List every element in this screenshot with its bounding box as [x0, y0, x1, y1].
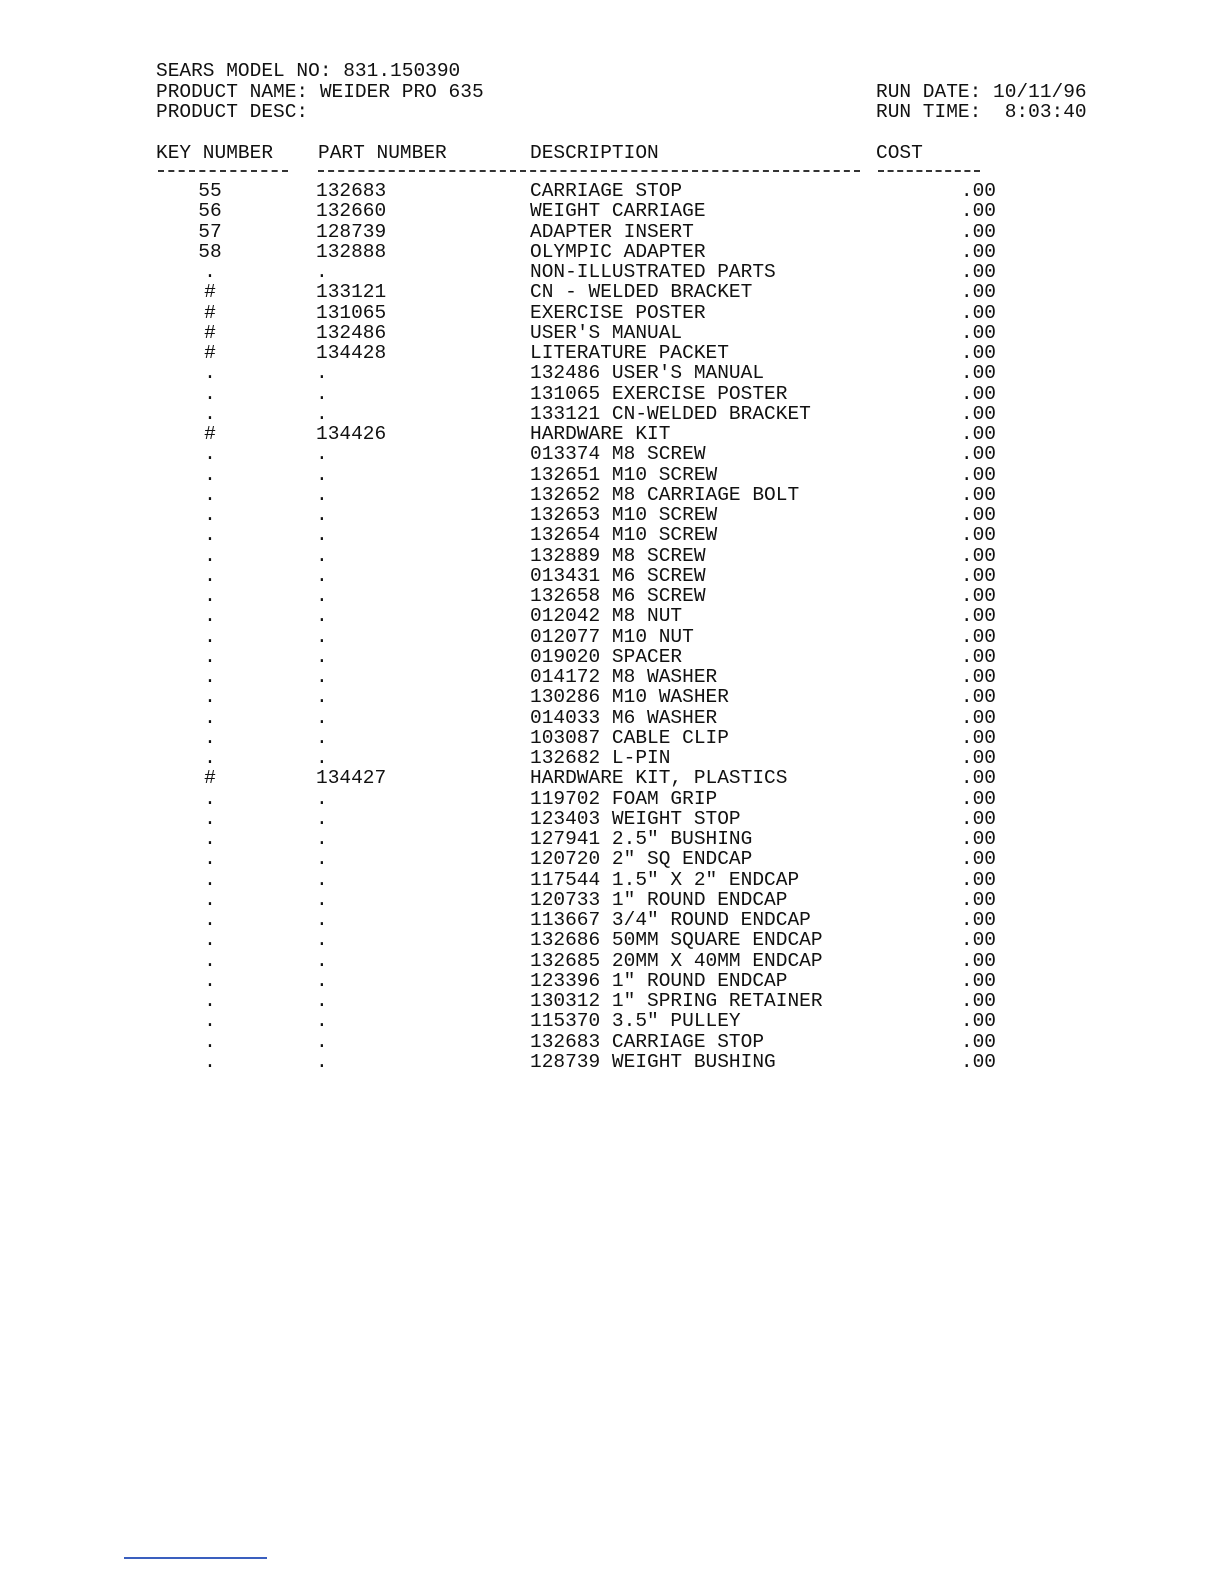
cost-cell: .00 [960, 726, 996, 749]
key-number-cell: 56 [198, 200, 222, 223]
table-row [0, 282, 1224, 302]
description-cell: 013431 M6 SCREW [530, 564, 706, 587]
cost-cell: .00 [960, 929, 996, 952]
description-cell: 132685 20MM X 40MM ENDCAP [530, 949, 823, 972]
cost-cell: .00 [960, 200, 996, 223]
part-number-cell: 134426 [316, 423, 387, 445]
key-number-cell: . [204, 564, 216, 587]
cost-cell: .00 [960, 1030, 996, 1053]
key-number-cell: . [204, 504, 216, 526]
key-number-cell: . [204, 1030, 216, 1053]
cost-cell: .00 [960, 807, 996, 830]
key-number-cell: . [204, 990, 216, 1012]
cost-cell: .00 [960, 544, 996, 567]
description-cell: 014033 M6 WASHER [530, 706, 718, 729]
table-row [0, 606, 1224, 626]
part-number-cell: . [316, 382, 328, 405]
key-number-cell: # [204, 281, 216, 304]
table-row [0, 890, 1224, 910]
cost-cell: .00 [960, 402, 996, 425]
table-row [0, 444, 1224, 464]
table-row [0, 303, 1224, 323]
table-row [0, 262, 1224, 282]
key-number-cell: . [204, 645, 216, 668]
table-row [0, 424, 1224, 444]
part-number-cell: . [316, 929, 328, 952]
table-row [0, 343, 1224, 363]
description-cell: 123403 WEIGHT STOP [530, 807, 741, 830]
table-row [0, 181, 1224, 201]
key-number-cell: # [204, 767, 216, 790]
table-row [0, 809, 1224, 829]
table-row [0, 566, 1224, 586]
description-cell: 014172 M8 WASHER [530, 666, 718, 688]
cost-cell: .00 [960, 909, 996, 931]
part-number-cell: 132486 [316, 321, 387, 344]
description-cell: 012077 M10 NUT [530, 625, 694, 648]
table-row [0, 829, 1224, 849]
key-number-cell: . [204, 909, 216, 931]
part-number-cell: . [316, 686, 328, 709]
key-number-cell: . [204, 544, 216, 567]
description-cell: ADAPTER INSERT [530, 220, 694, 243]
table-row [0, 728, 1224, 748]
description-cell: LITERATURE PACKET [530, 342, 729, 364]
part-number-cell: 133121 [316, 281, 387, 304]
cost-cell: .00 [960, 463, 996, 486]
part-number-cell: . [316, 564, 328, 587]
description-cell: 130312 1" SPRING RETAINER [530, 990, 823, 1012]
divider-part [318, 170, 516, 172]
part-number-cell: . [316, 463, 328, 486]
description-cell: 123396 1" ROUND ENDCAP [530, 969, 788, 992]
table-row [0, 363, 1224, 383]
part-number-cell: . [316, 787, 328, 810]
key-number-cell: . [204, 969, 216, 992]
cost-cell: .00 [960, 868, 996, 891]
table-row [0, 525, 1224, 545]
key-number-cell: . [204, 929, 216, 952]
part-number-cell: . [316, 1030, 328, 1053]
description-cell: 132658 M6 SCREW [530, 585, 706, 607]
key-number-cell: . [204, 1050, 216, 1073]
divider-key [158, 170, 288, 172]
cost-cell: .00 [960, 1010, 996, 1033]
key-number-cell: . [204, 828, 216, 850]
part-number-cell: 132888 [316, 240, 387, 263]
parts-table [0, 181, 1224, 1072]
cost-cell: .00 [960, 524, 996, 547]
description-cell: CARRIAGE STOP [530, 180, 683, 202]
key-number-cell: . [204, 524, 216, 547]
key-number-cell: . [204, 382, 216, 405]
cost-cell: .00 [960, 362, 996, 385]
part-number-cell: . [316, 949, 328, 972]
cost-cell: .00 [960, 240, 996, 263]
description-cell: 132652 M8 CARRIAGE BOLT [530, 483, 800, 506]
key-number-cell: . [204, 443, 216, 466]
cost-cell: .00 [960, 848, 996, 871]
part-number-cell: 132683 [316, 180, 387, 202]
cost-cell: .00 [960, 483, 996, 506]
table-row [0, 951, 1224, 971]
description-cell: 103087 CABLE CLIP [530, 726, 729, 749]
description-cell: 019020 SPACER [530, 645, 683, 668]
key-number-cell: . [204, 1010, 216, 1033]
description-cell: 132683 CARRIAGE STOP [530, 1030, 765, 1053]
part-number-cell: . [316, 362, 328, 385]
cost-cell: .00 [960, 666, 996, 688]
description-cell: 120733 1" ROUND ENDCAP [530, 888, 788, 911]
cost-cell: .00 [960, 342, 996, 364]
cost-cell: .00 [960, 828, 996, 850]
description-cell: 132486 USER'S MANUAL [530, 362, 765, 385]
cost-cell: .00 [960, 301, 996, 324]
key-number-cell: # [204, 321, 216, 344]
table-row [0, 910, 1224, 930]
part-number-cell: . [316, 645, 328, 668]
part-number-cell: . [316, 909, 328, 931]
part-number-cell: 134427 [316, 767, 387, 790]
description-cell: OLYMPIC ADAPTER [530, 240, 706, 263]
description-cell: 132654 M10 SCREW [530, 524, 718, 547]
description-cell: 012042 M8 NUT [530, 605, 683, 628]
part-number-cell: . [316, 706, 328, 729]
table-row [0, 546, 1224, 566]
key-number-cell: . [204, 807, 216, 830]
key-number-cell: . [204, 463, 216, 486]
cost-cell: .00 [960, 706, 996, 729]
table-row [0, 849, 1224, 869]
part-number-cell: . [316, 625, 328, 648]
table-row [0, 1032, 1224, 1052]
description-cell: WEIGHT CARRIAGE [530, 200, 706, 223]
key-number-cell: . [204, 848, 216, 871]
table-row [0, 708, 1224, 728]
description-cell: 120720 2" SQ ENDCAP [530, 848, 753, 871]
table-row [0, 647, 1224, 667]
product-desc-line: PRODUCT DESC: [156, 101, 309, 123]
part-number-cell: . [316, 585, 328, 607]
key-number-cell: . [204, 261, 216, 283]
cost-cell: .00 [960, 605, 996, 628]
description-cell: 113667 3/4" ROUND ENDCAP [530, 909, 811, 931]
cost-cell: .00 [960, 504, 996, 526]
table-row [0, 586, 1224, 606]
description-cell: 132651 M10 SCREW [530, 463, 718, 486]
part-number-cell: . [316, 402, 328, 425]
cost-cell: .00 [960, 990, 996, 1012]
part-number-cell: . [316, 848, 328, 871]
description-cell: 119702 FOAM GRIP [530, 787, 718, 810]
table-row [0, 242, 1224, 262]
part-number-cell: . [316, 504, 328, 526]
cost-cell: .00 [960, 281, 996, 304]
model-number-line: SEARS MODEL NO: 831.150390 [156, 60, 461, 82]
part-number-cell: . [316, 990, 328, 1012]
key-number-cell: . [204, 949, 216, 972]
table-row [0, 222, 1224, 242]
cost-cell: .00 [960, 1050, 996, 1073]
cost-cell: .00 [960, 787, 996, 810]
table-row [0, 627, 1224, 647]
column-header-part: PART NUMBER [318, 142, 447, 164]
table-row [0, 404, 1224, 424]
description-cell: 132889 M8 SCREW [530, 544, 706, 567]
part-number-cell: . [316, 747, 328, 769]
part-number-cell: 128739 [316, 220, 387, 243]
divider-cost [878, 170, 980, 172]
table-row [0, 870, 1224, 890]
cost-cell: .00 [960, 686, 996, 709]
cost-cell: .00 [960, 645, 996, 668]
key-number-cell: 57 [198, 220, 222, 243]
key-number-cell: . [204, 888, 216, 911]
run-date-line: RUN DATE: 10/11/96 [876, 80, 1087, 103]
part-number-cell: . [316, 726, 328, 749]
cost-cell: .00 [960, 261, 996, 283]
cost-cell: .00 [960, 767, 996, 790]
key-number-cell: . [204, 605, 216, 628]
part-number-cell: . [316, 1010, 328, 1033]
cost-cell: .00 [960, 625, 996, 648]
run-time-line: RUN TIME: 8:03:40 [876, 101, 1087, 123]
key-number-cell: . [204, 585, 216, 607]
description-cell: 133121 CN-WELDED BRACKET [530, 402, 811, 425]
table-row [0, 687, 1224, 707]
part-number-cell: . [316, 807, 328, 830]
description-cell: 131065 EXERCISE POSTER [530, 382, 788, 405]
cost-cell: .00 [960, 180, 996, 202]
key-number-cell: . [204, 362, 216, 385]
table-row [0, 1011, 1224, 1031]
key-number-cell: . [204, 747, 216, 769]
key-number-cell: . [204, 868, 216, 891]
key-number-cell: . [204, 726, 216, 749]
part-number-cell: . [316, 524, 328, 547]
description-cell: 127941 2.5" BUSHING [530, 828, 753, 850]
part-number-cell: . [316, 868, 328, 891]
cost-cell: .00 [960, 382, 996, 405]
table-row [0, 485, 1224, 505]
product-name-line: PRODUCT NAME: WEIDER PRO 635 [156, 80, 484, 103]
cost-cell: .00 [960, 969, 996, 992]
key-number-cell: . [204, 666, 216, 688]
part-number-cell: . [316, 969, 328, 992]
part-number-cell: . [316, 544, 328, 567]
table-row [0, 465, 1224, 485]
table-row [0, 971, 1224, 991]
key-number-cell: 55 [198, 180, 222, 202]
table-row [0, 201, 1224, 221]
description-cell: 132686 50MM SQUARE ENDCAP [530, 929, 823, 952]
cost-cell: .00 [960, 949, 996, 972]
column-header-cost: COST [876, 142, 923, 164]
table-row [0, 323, 1224, 343]
table-row [0, 789, 1224, 809]
part-number-cell: . [316, 483, 328, 506]
description-cell: 013374 M8 SCREW [530, 443, 706, 466]
description-cell: 128739 WEIGHT BUSHING [530, 1050, 776, 1073]
description-cell: CN - WELDED BRACKET [530, 281, 753, 304]
key-number-cell: . [204, 625, 216, 648]
key-number-cell: . [204, 686, 216, 709]
description-cell: 132653 M10 SCREW [530, 504, 718, 526]
cost-cell: .00 [960, 888, 996, 911]
footer-rule [124, 1557, 267, 1559]
table-row [0, 1052, 1224, 1072]
column-header-description: DESCRIPTION [530, 142, 659, 164]
key-number-cell: # [204, 423, 216, 445]
column-header-key: KEY NUMBER [156, 142, 274, 164]
table-row [0, 384, 1224, 404]
description-cell: 117544 1.5" X 2" ENDCAP [530, 868, 800, 891]
description-cell: 130286 M10 WASHER [530, 686, 729, 709]
description-cell: 115370 3.5" PULLEY [530, 1010, 741, 1033]
description-cell: NON-ILLUSTRATED PARTS [530, 261, 776, 283]
divider-description [520, 170, 860, 172]
cost-cell: .00 [960, 564, 996, 587]
description-cell: 132682 L-PIN [530, 747, 671, 769]
cost-cell: .00 [960, 443, 996, 466]
table-row [0, 930, 1224, 950]
part-number-cell: . [316, 261, 328, 283]
part-number-cell: . [316, 443, 328, 466]
cost-cell: .00 [960, 585, 996, 607]
cost-cell: .00 [960, 321, 996, 344]
table-row [0, 991, 1224, 1011]
part-number-cell: 134428 [316, 342, 387, 364]
table-row [0, 768, 1224, 788]
part-number-cell: . [316, 888, 328, 911]
part-number-cell: . [316, 1050, 328, 1073]
key-number-cell: 58 [198, 240, 222, 263]
cost-cell: .00 [960, 423, 996, 445]
key-number-cell: # [204, 342, 216, 364]
table-row [0, 505, 1224, 525]
description-cell: HARDWARE KIT [530, 423, 671, 445]
part-number-cell: . [316, 828, 328, 850]
table-row [0, 667, 1224, 687]
cost-cell: .00 [960, 747, 996, 769]
key-number-cell: # [204, 301, 216, 324]
part-number-cell: 132660 [316, 200, 387, 223]
cost-cell: .00 [960, 220, 996, 243]
key-number-cell: . [204, 706, 216, 729]
description-cell: HARDWARE KIT, PLASTICS [530, 767, 788, 790]
key-number-cell: . [204, 787, 216, 810]
table-row [0, 748, 1224, 768]
description-cell: USER'S MANUAL [530, 321, 683, 344]
part-number-cell: 131065 [316, 301, 387, 324]
part-number-cell: . [316, 666, 328, 688]
description-cell: EXERCISE POSTER [530, 301, 706, 324]
part-number-cell: . [316, 605, 328, 628]
key-number-cell: . [204, 483, 216, 506]
key-number-cell: . [204, 402, 216, 425]
